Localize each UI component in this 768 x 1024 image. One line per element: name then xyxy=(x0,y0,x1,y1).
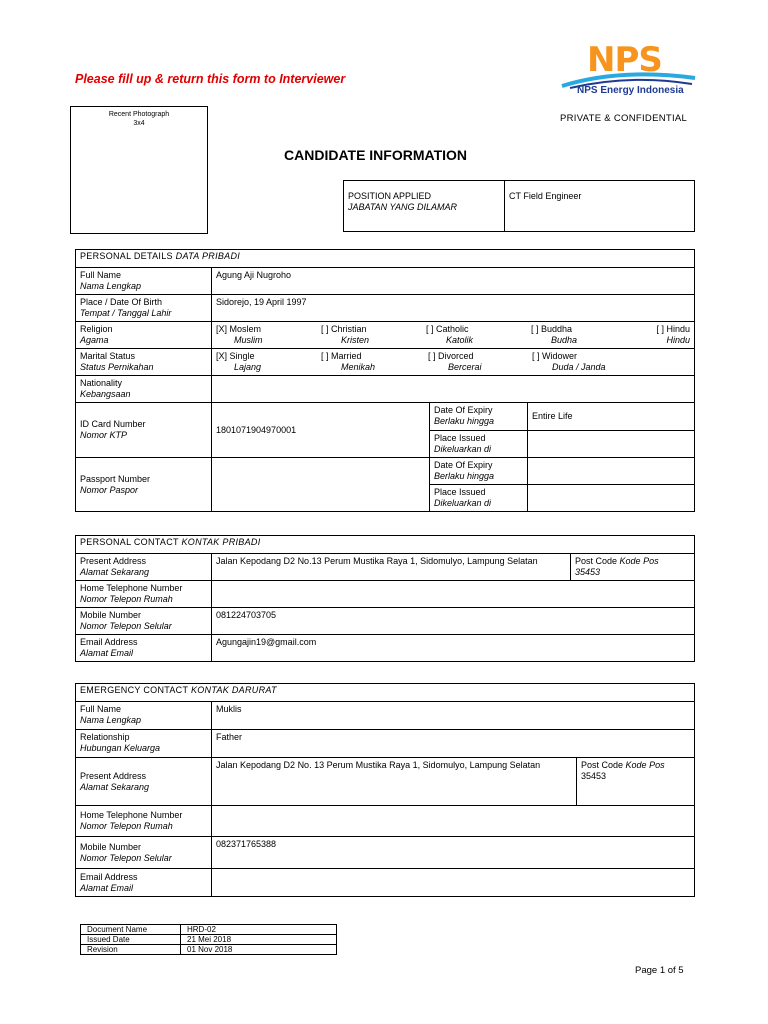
doc-key: Document Name xyxy=(81,925,181,935)
emergency-address-value[interactable]: Jalan Kepodang D2 No. 13 Perum Mustika Raya 1, Sidomulyo, Lampung Selatan xyxy=(212,758,577,806)
nationality-label: Nationality Kebangsaan xyxy=(76,376,212,403)
personal-details-table xyxy=(75,249,695,512)
emergency-email-value[interactable] xyxy=(212,869,695,897)
passport-issued-value[interactable] xyxy=(528,485,695,512)
position-table xyxy=(343,180,695,232)
doc-row xyxy=(81,945,337,955)
confidential-label: PRIVATE & CONFIDENTIAL xyxy=(560,113,688,124)
emergency-address-label: Present Address Alamat Sekarang xyxy=(76,758,212,806)
marital-options xyxy=(212,349,695,376)
religion-options xyxy=(212,322,695,349)
religion-option-moslem[interactable]: [X] Moslem Muslim xyxy=(216,324,263,345)
contact-email-label: Email Address Alamat Email xyxy=(76,635,212,662)
marital-option-divorced[interactable]: [ ] Divorced Bercerai xyxy=(428,351,482,372)
passport-issued-label: Place Issued Dikeluarkan di xyxy=(430,485,528,512)
form-notice: Please fill up & return this form to Interviewer xyxy=(75,72,346,86)
logo-subtitle: NPS Energy Indonesia xyxy=(577,85,684,96)
full-name-value[interactable]: Agung Aji Nugroho xyxy=(212,268,695,295)
marital-option-married[interactable]: [ ] Married Menikah xyxy=(321,351,376,372)
id-card-value[interactable]: 1801071904970001 xyxy=(212,403,430,458)
passport-expiry-value[interactable] xyxy=(528,458,695,485)
religion-option-hindu[interactable]: [ ] Hindu Hindu xyxy=(656,324,690,345)
religion-option-buddha[interactable]: [ ] Buddha Budha xyxy=(531,324,578,345)
emergency-contact-table xyxy=(75,683,695,897)
marital-option-single[interactable]: [X] Single Lajang xyxy=(216,351,262,372)
emergency-mobile-value[interactable]: 082371765388 xyxy=(212,837,695,869)
page-number: Page 1 of 5 xyxy=(635,965,684,976)
position-label-cell xyxy=(344,181,505,232)
doc-key: Revision xyxy=(81,945,181,955)
logo-wordmark: NPS xyxy=(587,40,662,80)
birth-value[interactable]: Sidorejo, 19 April 1997 xyxy=(212,295,695,322)
emergency-email-label: Email Address Alamat Email xyxy=(76,869,212,897)
emergency-mobile-label: Mobile Number Nomor Telepon Selular xyxy=(76,837,212,869)
page-title: CANDIDATE INFORMATION xyxy=(284,147,468,163)
id-expiry-label: Date Of Expiry Berlaku hingga xyxy=(430,403,528,431)
id-issued-value[interactable] xyxy=(528,431,695,458)
contact-mobile-value[interactable]: 081224703705 xyxy=(212,608,695,635)
emergency-name-label: Full Name Nama Lengkap xyxy=(76,702,212,730)
emergency-home-phone-label: Home Telephone Number Nomor Telepon Rumah xyxy=(76,806,212,837)
personal-details-header: PERSONAL DETAILS DATA PRIBADI xyxy=(76,250,695,268)
passport-label: Passport Number Nomor Paspor xyxy=(76,458,212,512)
religion-label: Religion Agama xyxy=(76,322,212,349)
doc-value: HRD-02 xyxy=(181,925,337,935)
contact-home-phone-value[interactable] xyxy=(212,581,695,608)
doc-row xyxy=(81,925,337,935)
doc-value: 21 Mei 2018 xyxy=(181,935,337,945)
nationality-value[interactable] xyxy=(212,376,695,403)
position-value[interactable]: CT Field Engineer xyxy=(505,181,695,232)
emergency-relationship-label: Relationship Hubungan Keluarga xyxy=(76,730,212,758)
emergency-contact-header: EMERGENCY CONTACT KONTAK DARURAT xyxy=(76,684,695,702)
contact-postcode[interactable]: Post Code Kode Pos 35453 xyxy=(571,554,695,581)
doc-key: Issued Date xyxy=(81,935,181,945)
doc-row xyxy=(81,935,337,945)
contact-email-value[interactable]: Agungajin19@gmail.com xyxy=(212,635,695,662)
id-issued-label: Place Issued Dikeluarkan di xyxy=(430,431,528,458)
contact-mobile-label: Mobile Number Nomor Telepon Selular xyxy=(76,608,212,635)
marital-option-widower[interactable]: [ ] Widower Duda / Janda xyxy=(532,351,606,372)
id-expiry-value[interactable]: Entire Life xyxy=(528,403,695,431)
religion-option-catholic[interactable]: [ ] Catholic Katolik xyxy=(426,324,474,345)
emergency-relationship-value[interactable]: Father xyxy=(212,730,695,758)
emergency-postcode[interactable]: Post Code Kode Pos 35453 xyxy=(577,758,695,806)
personal-contact-table xyxy=(75,535,695,662)
position-label-id: JABATAN YANG DILAMAR xyxy=(348,202,458,212)
photo-box[interactable] xyxy=(70,106,208,234)
full-name-label: Full Name Nama Lengkap xyxy=(76,268,212,295)
document-info-table xyxy=(80,924,337,955)
position-label: POSITION APPLIED xyxy=(348,191,432,201)
religion-option-christian[interactable]: [ ] Christian Kristen xyxy=(321,324,370,345)
passport-value[interactable] xyxy=(212,458,430,512)
marital-label: Marital Status Status Pernikahan xyxy=(76,349,212,376)
doc-value: 01 Nov 2018 xyxy=(181,945,337,955)
personal-contact-header: PERSONAL CONTACT KONTAK PRIBADI xyxy=(76,536,695,554)
photo-label: Recent Photograph 3x4 xyxy=(108,111,170,127)
contact-address-label: Present Address Alamat Sekarang xyxy=(76,554,212,581)
contact-home-phone-label: Home Telephone Number Nomor Telepon Rumah xyxy=(76,581,212,608)
birth-label: Place / Date Of Birth Tempat / Tanggal Lahir xyxy=(76,295,212,322)
passport-expiry-label: Date Of Expiry Berlaku hingga xyxy=(430,458,528,485)
company-logo xyxy=(575,40,700,100)
id-card-label: ID Card Number Nomor KTP xyxy=(76,403,212,458)
emergency-home-phone-value[interactable] xyxy=(212,806,695,837)
contact-address-value[interactable]: Jalan Kepodang D2 No.13 Perum Mustika Raya 1, Sidomulyo, Lampung Selatan xyxy=(212,554,571,581)
emergency-name-value[interactable]: Muklis xyxy=(212,702,695,730)
